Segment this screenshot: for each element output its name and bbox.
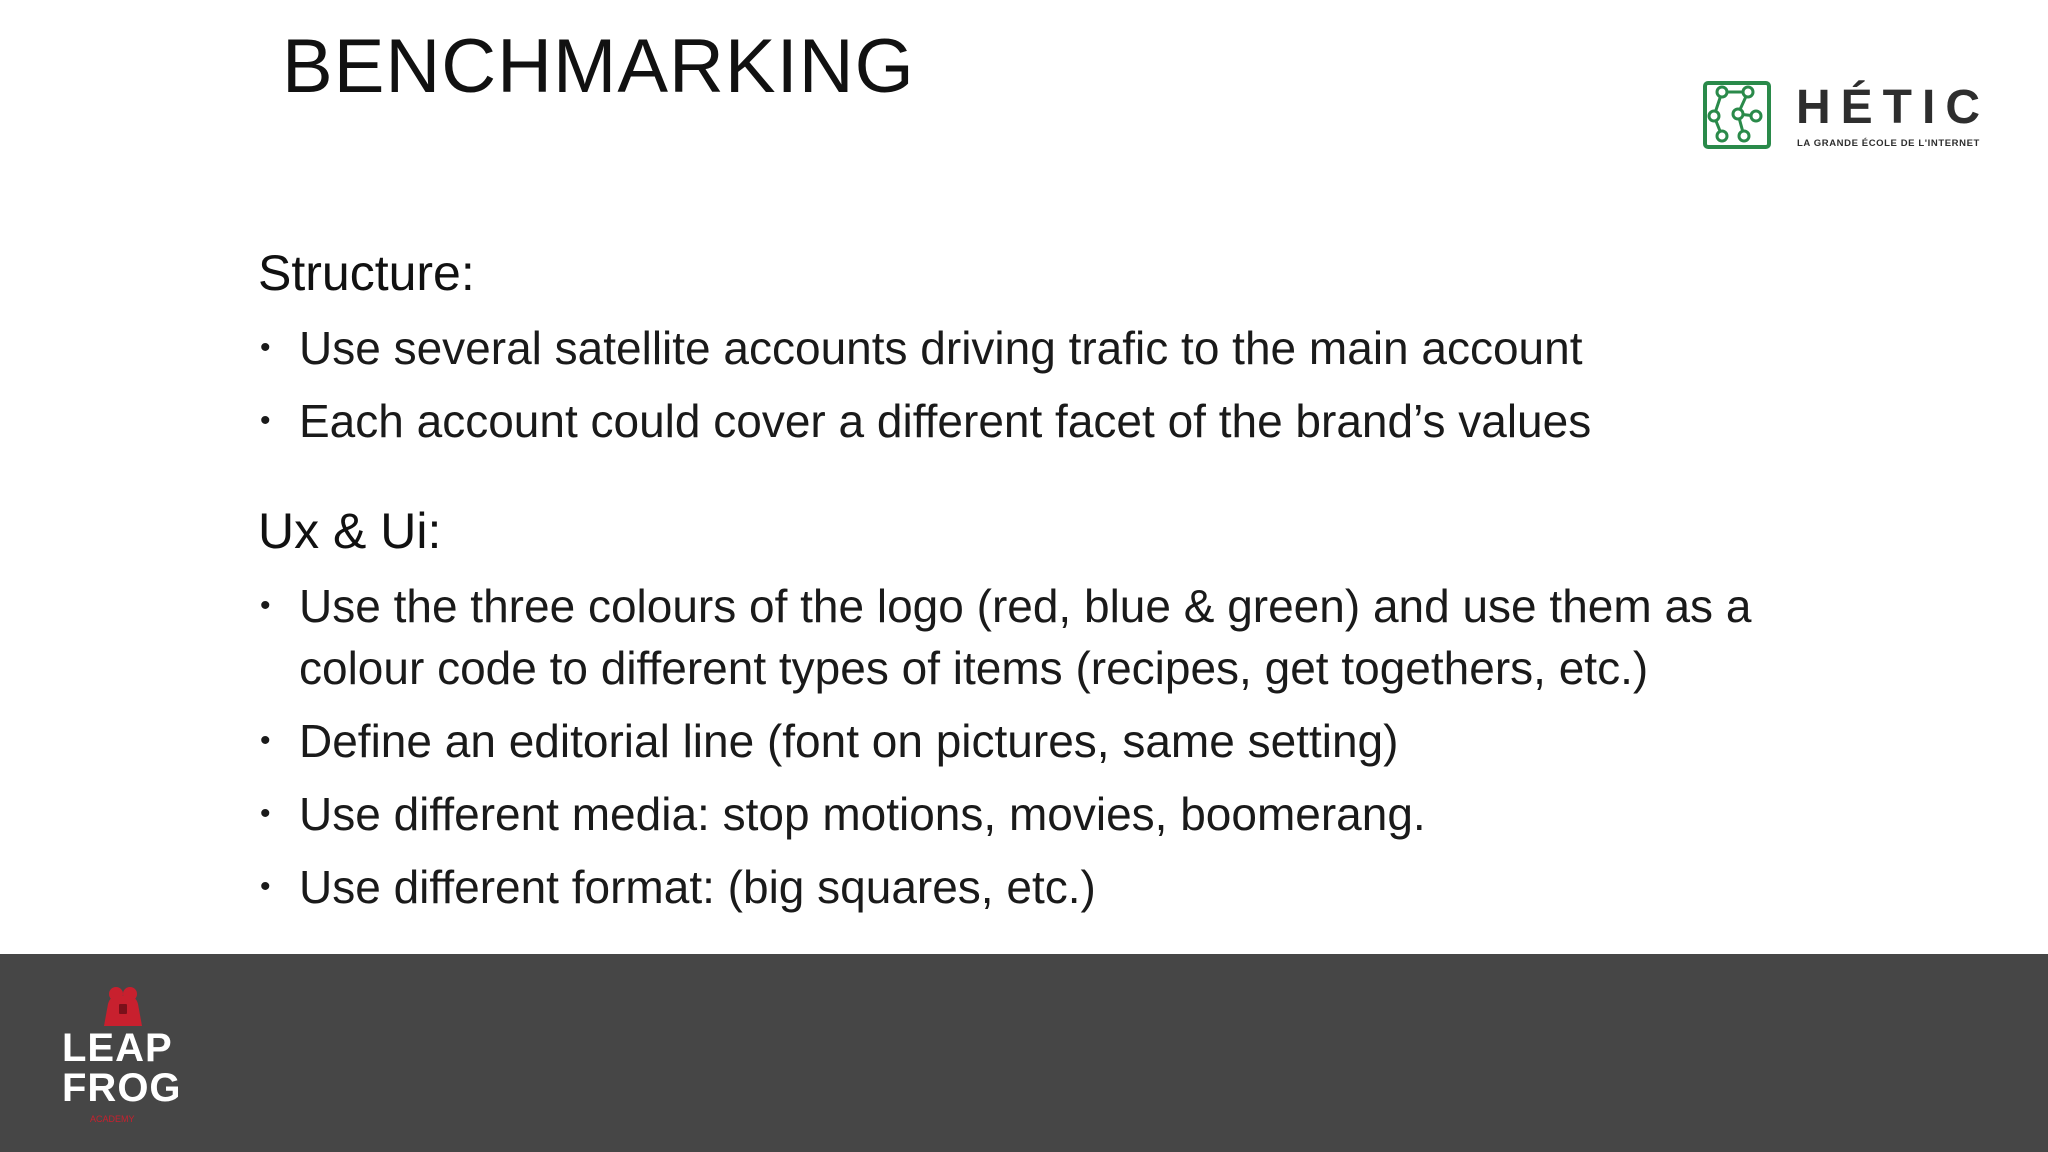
leapfrog-word-1: LEAP [62, 1026, 173, 1070]
leapfrog-word-2: FROG [62, 1066, 182, 1110]
bullet-icon: • [260, 331, 271, 364]
list-item [258, 317, 1758, 379]
hetic-logo [1700, 78, 2005, 154]
list-item [258, 856, 1758, 918]
bullet-text: Use different format: (big squares, etc.) [299, 861, 1096, 913]
section-heading: Ux & Ui: [258, 503, 442, 559]
bullet-text: Define an editorial line (font on pictures, same setting) [299, 715, 1399, 767]
list-item [258, 575, 1758, 699]
bullet-icon: • [260, 797, 271, 830]
section-spacer [258, 452, 1758, 498]
footer-bar [0, 954, 2048, 1152]
section-ux-ui [258, 498, 1758, 918]
bullet-icon: • [260, 724, 271, 757]
section-structure [258, 240, 1758, 452]
bullet-text: Use several satellite accounts driving trafic to the main account [299, 322, 1583, 374]
hetic-wordmark: HÉTIC [1796, 81, 1990, 134]
bullet-text: Use the three colours of the logo (red, blue & green) and use them as a colour code to different types of items (recipes, get togethers, etc.) [299, 580, 1752, 694]
bullet-text: Use different media: stop motions, movies, boomerang. [299, 788, 1426, 840]
leapfrog-subtitle: ACADEMY [90, 1114, 135, 1124]
bullet-list [258, 575, 1758, 918]
hetic-tagline: LA GRANDE ÉCOLE DE L'INTERNET [1797, 138, 1980, 149]
bullet-text: Each account could cover a different facet of the brand’s values [299, 395, 1592, 447]
bullet-icon: • [260, 589, 271, 622]
frog-icon [98, 984, 148, 1028]
list-item [258, 710, 1758, 772]
circuit-square-icon [1700, 78, 1774, 152]
slide-title: BENCHMARKING [282, 24, 915, 109]
bullet-icon: • [260, 870, 271, 903]
slide-content [258, 240, 1758, 918]
bullet-list [258, 317, 1758, 452]
list-item [258, 783, 1758, 845]
leapfrog-logo [60, 984, 186, 1134]
list-item [258, 390, 1758, 452]
bullet-icon: • [260, 404, 271, 437]
section-heading: Structure: [258, 245, 475, 301]
